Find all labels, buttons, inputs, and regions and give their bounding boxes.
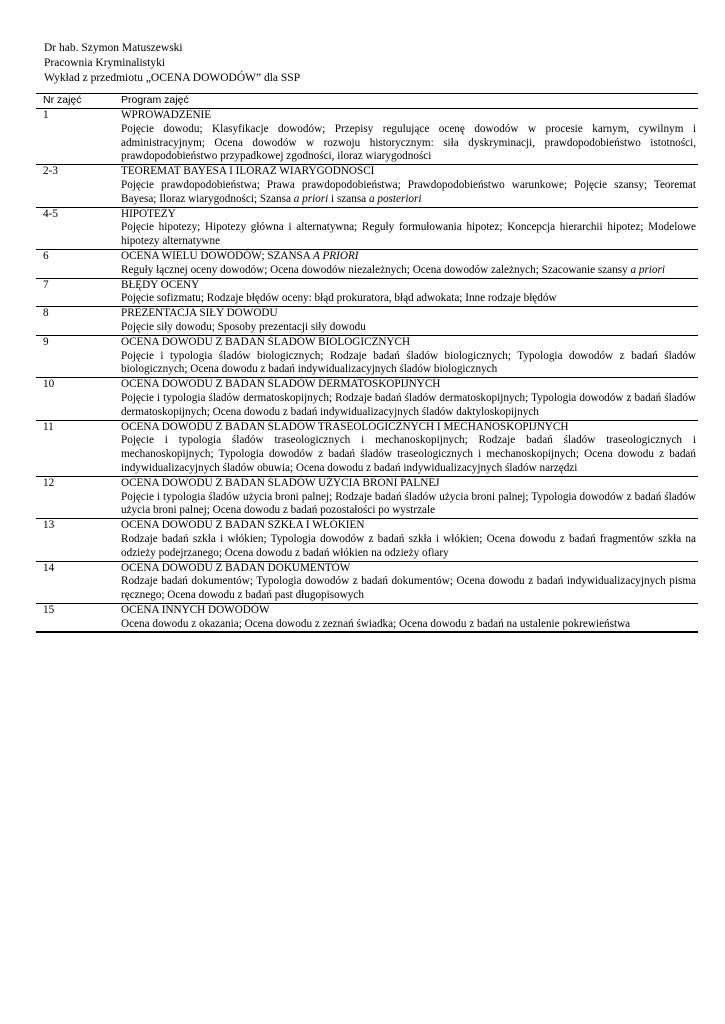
row-program (121, 207, 698, 249)
row-number: 1 (36, 109, 121, 165)
table-row (36, 109, 698, 165)
row-description: Pojęcie i typologia śladów użycia broni palnej; Rodzaje badań śladów użycia broni palnej; Typologia dowodów z badań śladów użycia broni palnej; Ocena dowodu z badań pozostałości po wystrzale (121, 490, 696, 517)
table-row (36, 603, 698, 632)
row-program (121, 603, 698, 632)
row-title: OCENA DOWODU Z BADAŃ ŚLADÓW TRASEOLOGICZNYCH I MECHANOSKOPIJNYCH (121, 420, 569, 433)
row-number: 8 (36, 307, 121, 336)
row-description (121, 264, 696, 278)
row-title: OCENA INNYCH DOWODÓW (121, 603, 270, 616)
row-title: PREZENTACJA SIŁY DOWODU (121, 307, 278, 320)
table-row (36, 249, 698, 278)
table-row (36, 378, 698, 420)
column-header-program: Program zajęć (121, 94, 698, 109)
row-program (121, 249, 698, 278)
description-text: Reguły łącznej oceny dowodów; Ocena dowodów niezależnych; Ocena dowodów zależnych; Szacowanie szansy (121, 263, 631, 276)
row-program (121, 420, 698, 476)
row-description: Rodzaje badań szkła i włókien; Typologia dowodów z badań szkła i włókien; Ocena dowodu z badań fragmentów szkła na odzieży podejrzanego; Ocena dowodu z badań włókien na odzieży ofiary (121, 532, 696, 559)
row-title: OCENA DOWODU Z BADAŃ ŚLADÓW DERMATOSKOPIJNYCH (121, 378, 441, 391)
author-name: Dr hab. Szymon Matuszewski (44, 42, 183, 54)
row-description: Pojęcie sofizmatu; Rodzaje błędów oceny: błąd prokuratora, błąd adwokata; Inne rodzaje błędów (121, 292, 557, 305)
row-program (121, 378, 698, 420)
description-text: i szansa (328, 192, 369, 205)
row-description: Pojęcie hipotezy; Hipotezy główna i alternatywna; Reguły formułowania hipotez; Koncepcja hierarchii hipotez; Modelowe hipotezy alternatywne (121, 221, 696, 248)
table-row (36, 420, 698, 476)
row-number: 14 (36, 561, 121, 603)
row-description: Pojęcie dowodu; Klasyfikacje dowodów; Przepisy regulujące ocenę dowodów w procesie karnym, cywilnym i administracyjnym; Ocena dowodów w rozwoju historycznym: siła dyskryminacji, prawdopodobieństwo istotności, prawdopodobieństwo przypadkowej zgodności, iloraz wiarygodności (121, 122, 696, 163)
table-header-row (36, 94, 698, 109)
row-title: TEOREMAT BAYESA I ILORAZ WIARYGODNOŚCI (121, 165, 375, 178)
row-number: 9 (36, 335, 121, 377)
row-description: Pojęcie i typologia śladów traseologicznych i mechanoskopijnych; Rodzaje badań śladów traseologicznych i mechanoskopijnych; Typologia dowodów z badań śladów traseologicznych i mechanoskopijnych; Ocena dowodu z badań indywidualizacyjnych śladów obuwia; Ocena dowodu z badań indywidualizacyjnych śladów narzędzi (121, 434, 696, 474)
table-row (36, 165, 698, 207)
row-number: 6 (36, 249, 121, 278)
table-row (36, 307, 698, 336)
row-program (121, 561, 698, 603)
row-description: Pojęcie siły dowodu; Sposoby prezentacji siły dowodu (121, 320, 366, 333)
row-program (121, 165, 698, 207)
row-number (36, 632, 121, 633)
row-description: Pojęcie i typologia śladów dermatoskopijnych; Rodzaje badań śladów dermatoskopijnych; Typologia dowodów z badań śladów dermatoskopijnych; Ocena dowodu z badań indywidualizacyjnych śladów daktyloskopijnych (121, 391, 696, 418)
table-row (36, 278, 698, 307)
row-number: 12 (36, 476, 121, 518)
row-title: OCENA DOWODU Z BADAŃ ŚLADÓW UŻYCIA BRONI PALNEJ (121, 476, 440, 489)
table-row (36, 476, 698, 518)
row-description: Rodzaje badań dokumentów; Typologia dowodów z badań dokumentów; Ocena dowodu z badań indywidualizacyjnych pisma ręcznego; Ocena dowodu z badań past długopisowych (121, 575, 696, 602)
row-program (121, 476, 698, 518)
description-italic: a priori (630, 263, 665, 276)
row-program (121, 519, 698, 561)
row-program (121, 307, 698, 336)
column-header-nr: Nr zajęć (36, 94, 121, 109)
row-description: Ocena dowodu z okazania; Ocena dowodu z zeznań świadka; Ocena dowodu z badań na ustalenie pokrewieństwa (121, 617, 631, 630)
row-number: 15 (36, 603, 121, 632)
row-number: 10 (36, 378, 121, 420)
department-name: Pracownia Kryminalistyki (44, 57, 166, 69)
row-number: 4-5 (36, 207, 121, 249)
row-title: WPROWADZENIE (121, 109, 212, 121)
title-text: OCENA WIELU DOWODÓW; SZANSA (121, 249, 314, 262)
course-title: Wykład z przedmiotu „OCENA DOWODÓW” dla SSP (44, 72, 301, 84)
row-description (121, 179, 696, 207)
row-title: OCENA DOWODU Z BADAŃ DOKUMENTÓW (121, 561, 351, 574)
table-row (36, 561, 698, 603)
row-program (121, 335, 698, 377)
row-description: Pojęcie i typologia śladów biologicznych; Rodzaje badań śladów biologicznych; Typologia dowodów z badań śladów biologicznych; Ocena dowodu z badań indywidualizacyjnych śladów biologicznych (121, 349, 696, 376)
row-title: HIPOTEZY (121, 207, 176, 220)
row-program (121, 632, 698, 633)
row-program (121, 278, 698, 307)
table-row (36, 519, 698, 561)
row-title (121, 250, 696, 264)
row-title: BŁĘDY OCENY (121, 278, 200, 291)
row-number: 7 (36, 278, 121, 307)
title-italic: A PRIORI (313, 249, 359, 262)
description-italic: a priori (293, 192, 329, 205)
table-row (36, 632, 698, 633)
row-title: OCENA DOWODU Z BADAŃ ŚLADÓW BIOLOGICZNYCH (121, 335, 411, 348)
description-italic: a posteriori (368, 192, 422, 205)
row-number: 13 (36, 519, 121, 561)
document-header (44, 41, 300, 86)
row-title: OCENA DOWODU Z BADAŃ SZKŁA I WŁÓKIEN (121, 519, 365, 532)
row-number: 2-3 (36, 165, 121, 207)
syllabus-table (36, 93, 698, 633)
table-row (36, 335, 698, 377)
row-number: 11 (36, 420, 121, 476)
table-row (36, 207, 698, 249)
description-text: Pojęcie prawdopodobieństwa; Prawa prawdopodobieństwa; Prawdopodobieństwo warunkowe; Pojęcie szansy; Teoremat Bayesa; Iloraz wiarygodności; Szansa (121, 178, 696, 205)
row-program (121, 109, 698, 165)
